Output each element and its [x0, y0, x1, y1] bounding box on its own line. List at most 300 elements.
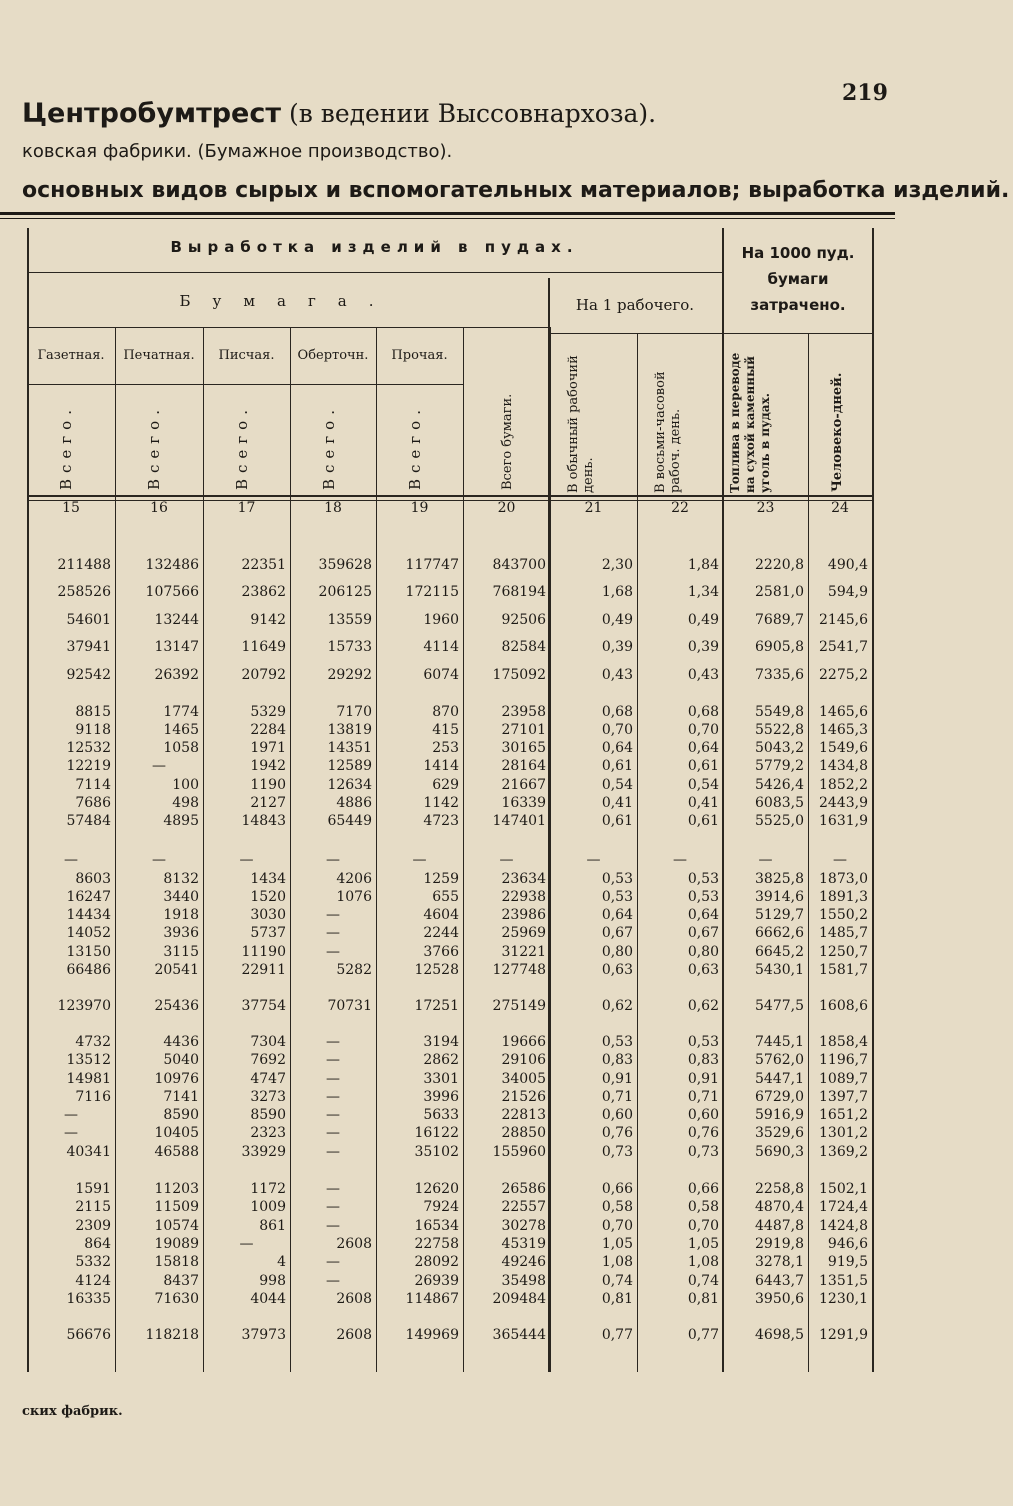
- table-cell: 1971: [250, 740, 286, 756]
- table-cell: 13559: [327, 612, 372, 628]
- table-cell: 22351: [241, 557, 286, 573]
- table-cell: 7689,7: [755, 612, 804, 628]
- table-cell: 5522,8: [755, 722, 804, 738]
- table-cell: 5426,4: [755, 777, 804, 793]
- table-cell: 870: [432, 704, 459, 720]
- table-cell: 0,68: [601, 704, 633, 720]
- table-cell: 1259: [423, 871, 459, 887]
- table-cell: 4487,8: [755, 1218, 804, 1234]
- table-cell: 26939: [414, 1273, 459, 1289]
- table-cell: 5329: [250, 704, 286, 720]
- table-cell: 1465,6: [819, 704, 868, 720]
- table-cell: 12219: [66, 758, 111, 774]
- table-cell: 4044: [250, 1291, 286, 1307]
- table-cell-dash: —: [239, 1236, 254, 1252]
- table-cell: 5040: [163, 1052, 199, 1068]
- table-cell: 2608: [336, 1327, 372, 1343]
- table-cell: 7114: [75, 777, 111, 793]
- hline-under-paper: [27, 327, 548, 328]
- table-cell: 209484: [492, 1291, 546, 1307]
- header-sub-4: Оберточн.: [297, 348, 369, 363]
- title-main: Центробумтрест: [22, 98, 282, 129]
- table-cell: 0,43: [687, 667, 719, 683]
- table-cell: 0,71: [687, 1089, 719, 1105]
- table-cell: 0,91: [687, 1071, 719, 1087]
- table-cell: 7335,6: [755, 667, 804, 683]
- table-cell: 0,91: [601, 1071, 633, 1087]
- table-cell: 0,70: [687, 1218, 719, 1234]
- table-cell: 0,61: [687, 813, 719, 829]
- table-cell: 66486: [66, 962, 111, 978]
- col-number-21: 21: [584, 500, 603, 516]
- table-cell: 1465: [163, 722, 199, 738]
- table-cell: 12532: [66, 740, 111, 756]
- table-cell: 16122: [414, 1125, 459, 1141]
- header-normal-day: В обычный рабочий день.: [566, 355, 596, 493]
- table-cell: 28850: [501, 1125, 546, 1141]
- table-cell: 1631,9: [819, 813, 868, 829]
- table-cell: 2127: [250, 795, 286, 811]
- table-cell: 1291,9: [819, 1327, 868, 1343]
- table-cell: 4124: [75, 1273, 111, 1289]
- table-cell: 22758: [414, 1236, 459, 1252]
- table-cell: 175092: [492, 667, 546, 683]
- table-cell: 4: [277, 1254, 286, 1270]
- table-cell: 1651,2: [819, 1107, 868, 1123]
- table-cell: 4870,4: [755, 1199, 804, 1215]
- table-cell: 0,64: [687, 740, 719, 756]
- header-sub-1: Газетная.: [37, 348, 105, 363]
- table-cell: 0,61: [601, 813, 633, 829]
- col-number-20: 20: [497, 500, 516, 516]
- table-cell: 16534: [414, 1218, 459, 1234]
- table-cell: 415: [432, 722, 459, 738]
- col-divider-6: [550, 327, 551, 1372]
- table-cell-dash: —: [326, 1089, 340, 1105]
- table-cell: 45319: [501, 1236, 546, 1252]
- table-cell: 8590: [163, 1107, 199, 1123]
- table-cell-dash: —: [673, 852, 687, 868]
- table-cell: 0,66: [601, 1181, 633, 1197]
- table-cell: 5633: [423, 1107, 459, 1123]
- table-cell-dash: —: [64, 852, 78, 868]
- table-cell: 2862: [423, 1052, 459, 1068]
- table-cell: 1502,1: [819, 1181, 868, 1197]
- table-right-border: [872, 228, 874, 1372]
- table-cell: 37941: [66, 639, 111, 655]
- col-number-22: 22: [671, 500, 689, 516]
- table-cell: 1942: [250, 758, 286, 774]
- table-cell: 14843: [241, 813, 286, 829]
- table-cell: 1434: [250, 871, 286, 887]
- table-cell: 0,60: [601, 1107, 633, 1123]
- header-total-1: Всего.: [57, 404, 75, 490]
- table-cell: 92542: [66, 667, 111, 683]
- table-cell: 1918: [163, 907, 199, 923]
- table-cell: 27101: [501, 722, 546, 738]
- table-cell-dash: —: [758, 852, 773, 868]
- title-line-2: ковская фабрики. (Бумажное производство).: [22, 141, 453, 162]
- table-cell: 0,41: [601, 795, 633, 811]
- table-cell: 46588: [154, 1144, 199, 1160]
- table-cell: 1581,7: [819, 962, 868, 978]
- table-cell: 14981: [66, 1071, 111, 1087]
- table-cell: 5779,2: [755, 758, 804, 774]
- table-cell: 0,53: [687, 871, 719, 887]
- table-cell: 35498: [501, 1273, 546, 1289]
- table-cell: 7692: [250, 1052, 286, 1068]
- table-cell: 22911: [241, 962, 286, 978]
- header-sub-2: Печатная.: [123, 348, 195, 363]
- table-cell: 2608: [336, 1291, 372, 1307]
- table-cell: 5737: [250, 925, 286, 941]
- col-number-18: 18: [324, 500, 342, 516]
- footer-note: ских фабрик.: [22, 1404, 123, 1419]
- table-cell-dash: —: [326, 1052, 340, 1068]
- table-cell-dash: —: [412, 852, 427, 868]
- table-cell: 1190: [250, 777, 286, 793]
- table-cell: 1301,2: [819, 1125, 868, 1141]
- table-cell: 4436: [163, 1034, 199, 1050]
- table-cell: 0,64: [687, 907, 719, 923]
- table-cell: 14434: [66, 907, 111, 923]
- table-cell-dash: —: [326, 852, 340, 868]
- table-cell: 28164: [501, 758, 546, 774]
- table-cell: 1485,7: [819, 925, 868, 941]
- table-cell: 1774: [163, 704, 199, 720]
- table-cell: 29292: [327, 667, 372, 683]
- table-cell: 3030: [250, 907, 286, 923]
- hline-under-per1000: [722, 333, 872, 334]
- table-cell: 0,49: [601, 612, 633, 628]
- table-cell: 26392: [154, 667, 199, 683]
- table-cell: 107566: [145, 584, 199, 600]
- table-cell: 7116: [75, 1089, 111, 1105]
- table-cell: 9118: [75, 722, 111, 738]
- table-cell: 2115: [75, 1199, 111, 1215]
- table-cell: 1520: [250, 889, 286, 905]
- table-cell: 70731: [327, 998, 372, 1014]
- table-cell-dash: —: [586, 852, 601, 868]
- table-cell: 10405: [154, 1125, 199, 1141]
- table-cell: 12589: [327, 758, 372, 774]
- header-fuel: Топлива в переводе на сухой каменный уголь в пудах.: [728, 352, 772, 493]
- table-cell: 0,53: [601, 1034, 633, 1050]
- table-cell: 0,63: [687, 962, 719, 978]
- table-cell: 3914,6: [755, 889, 804, 905]
- table-cell: 1434,8: [819, 758, 868, 774]
- table-cell: 5282: [336, 962, 372, 978]
- table-cell: 0,43: [601, 667, 633, 683]
- hline-under-production: [27, 272, 722, 273]
- table-cell: 0,81: [601, 1291, 633, 1307]
- table-cell: 100: [172, 777, 199, 793]
- table-cell: 1351,5: [819, 1273, 868, 1289]
- header-total-5: Всего.: [406, 404, 424, 490]
- hline-under-perworker: [548, 333, 722, 334]
- table-cell: 37754: [241, 998, 286, 1014]
- table-cell: 1852,2: [819, 777, 868, 793]
- table-cell-dash: —: [64, 1107, 78, 1123]
- table-cell: 25969: [501, 925, 546, 941]
- table-cell: 4206: [336, 871, 372, 887]
- table-cell: 490,4: [827, 557, 868, 573]
- table-cell: 1724,4: [819, 1199, 868, 1215]
- table-cell: 0,83: [687, 1052, 719, 1068]
- table-cell: 1414: [423, 758, 459, 774]
- table-cell: 21526: [501, 1089, 546, 1105]
- table-cell: 6074: [423, 667, 459, 683]
- table-cell: 1858,4: [819, 1034, 868, 1050]
- table-cell: 117747: [405, 557, 459, 573]
- table-cell: 0,49: [687, 612, 719, 628]
- table-cell: 2581,0: [755, 584, 804, 600]
- table-cell: 206125: [318, 584, 372, 600]
- table-cell: 0,53: [601, 871, 633, 887]
- table-cell: 0,74: [601, 1273, 633, 1289]
- table-cell: 147401: [492, 813, 546, 829]
- table-cell: 1076: [336, 889, 372, 905]
- table-cell: 149969: [405, 1327, 459, 1343]
- table-cell: 20541: [154, 962, 199, 978]
- table-cell: 0,41: [687, 795, 719, 811]
- table-cell-dash: —: [326, 1107, 340, 1123]
- table-cell: 3194: [423, 1034, 459, 1050]
- table-cell: 20792: [241, 667, 286, 683]
- table-cell: 13819: [327, 722, 372, 738]
- table-cell: 0,83: [601, 1052, 633, 1068]
- table-cell: 0,73: [687, 1144, 719, 1160]
- header-production: Выработка изделий в пудах.: [170, 238, 579, 256]
- table-cell: 22938: [501, 889, 546, 905]
- table-cell: 0,71: [601, 1089, 633, 1105]
- table-cell: 5447,1: [755, 1071, 804, 1087]
- table-cell: 0,74: [687, 1273, 719, 1289]
- table-cell: 26586: [501, 1181, 546, 1197]
- table-cell: 5762,0: [755, 1052, 804, 1068]
- table-cell: 3936: [163, 925, 199, 941]
- table-cell: 629: [432, 777, 459, 793]
- table-cell-dash: —: [326, 1125, 340, 1141]
- table-cell: 0,73: [601, 1144, 633, 1160]
- table-cell: 0,76: [601, 1125, 633, 1141]
- table-cell: 919,5: [827, 1254, 868, 1270]
- table-cell-dash: —: [326, 1273, 340, 1289]
- header-paper: Бумага.: [179, 292, 396, 310]
- table-cell: 2244: [423, 925, 459, 941]
- table-cell: 23986: [501, 907, 546, 923]
- col-divider-4: [376, 327, 377, 1372]
- table-cell: 8590: [250, 1107, 286, 1123]
- table-cell: 6083,5: [755, 795, 804, 811]
- table-cell: 1,08: [601, 1254, 633, 1270]
- table-cell: 2608: [336, 1236, 372, 1252]
- table-cell: 1058: [163, 740, 199, 756]
- table-cell: 2541,7: [819, 639, 868, 655]
- col-number-23: 23: [756, 500, 775, 516]
- col-number-16: 16: [150, 500, 168, 516]
- table-cell: 1142: [423, 795, 459, 811]
- table-cell-dash: —: [152, 852, 166, 868]
- table-cell: 8437: [163, 1273, 199, 1289]
- table-cell: 17251: [414, 998, 459, 1014]
- table-cell: 4747: [250, 1071, 286, 1087]
- table-cell: 33929: [241, 1144, 286, 1160]
- table-cell: 4114: [423, 639, 459, 655]
- table-cell-dash: —: [499, 852, 514, 868]
- table-cell: 3278,1: [755, 1254, 804, 1270]
- table-cell: 7924: [423, 1199, 459, 1215]
- title-rest: (в ведении Выссовнархоза).: [288, 99, 657, 128]
- table-cell: 37973: [241, 1327, 286, 1343]
- table-cell: 7445,1: [755, 1034, 804, 1050]
- table-cell: 14351: [327, 740, 372, 756]
- table-cell: 0,54: [687, 777, 719, 793]
- table-cell: 4698,5: [755, 1327, 804, 1343]
- table-cell: 10976: [154, 1071, 199, 1087]
- table-cell: 0,77: [687, 1327, 719, 1343]
- table-cell: 28092: [414, 1254, 459, 1270]
- table-cell: 0,64: [601, 740, 633, 756]
- table-cell: 16335: [66, 1291, 111, 1307]
- table-cell: 1009: [250, 1199, 286, 1215]
- table-cell: 3950,6: [755, 1291, 804, 1307]
- table-cell: 258526: [57, 584, 111, 600]
- table-cell: 21667: [501, 777, 546, 793]
- table-cell: 864: [84, 1236, 111, 1252]
- table-cell: 1,05: [601, 1236, 633, 1252]
- table-cell: 0,60: [687, 1107, 719, 1123]
- table-cell: 16339: [501, 795, 546, 811]
- table-cell: 30278: [501, 1218, 546, 1234]
- table-cell-dash: —: [326, 1144, 340, 1160]
- table-cell-dash: —: [326, 1199, 340, 1215]
- table-cell: 6645,2: [755, 944, 804, 960]
- table-cell: 275149: [492, 998, 546, 1014]
- table-cell: 5043,2: [755, 740, 804, 756]
- table-cell: 0,81: [687, 1291, 719, 1307]
- header-total-2: Всего.: [145, 404, 163, 490]
- header-sub-3: Писчая.: [218, 348, 275, 363]
- table-cell: 253: [432, 740, 459, 756]
- table-cell: 0,39: [601, 639, 633, 655]
- table-cell: 0,61: [601, 758, 633, 774]
- table-cell: 3301: [423, 1071, 459, 1087]
- table-cell: 2145,6: [819, 612, 868, 628]
- table-cell: 2258,8: [755, 1181, 804, 1197]
- table-cell: 29106: [501, 1052, 546, 1068]
- table-cell: 34005: [501, 1071, 546, 1087]
- table-cell: 0,58: [687, 1199, 719, 1215]
- table-cell: 0,61: [687, 758, 719, 774]
- hline-under-subs: [27, 384, 463, 385]
- table-cell: 82584: [501, 639, 546, 655]
- table-cell-dash: —: [326, 1071, 340, 1087]
- table-cell-dash: —: [326, 1034, 340, 1050]
- table-cell: 768194: [492, 584, 546, 600]
- table-cell: 0,80: [601, 944, 633, 960]
- table-cell: 5129,7: [755, 907, 804, 923]
- table-cell: 7304: [250, 1034, 286, 1050]
- table-cell: 843700: [492, 557, 546, 573]
- table-cell: 0,58: [601, 1199, 633, 1215]
- table-cell: 71630: [154, 1291, 199, 1307]
- table-cell: 15733: [327, 639, 372, 655]
- table-cell: 5690,3: [755, 1144, 804, 1160]
- table-cell-dash: —: [326, 1181, 340, 1197]
- table-cell: 655: [432, 889, 459, 905]
- header-per1000: На 1000 пуд. бумаги затрачено.: [741, 244, 855, 314]
- col-divider-2: [203, 327, 204, 1372]
- table-cell: 3996: [423, 1089, 459, 1105]
- table-cell: 6905,8: [755, 639, 804, 655]
- table-cell: 0,67: [601, 925, 633, 941]
- table-cell: 4723: [423, 813, 459, 829]
- table-cell: 2309: [75, 1218, 111, 1234]
- table-cell: 8132: [163, 871, 199, 887]
- table-cell: 1891,3: [819, 889, 868, 905]
- table-cell: 1172: [250, 1181, 286, 1197]
- table-cell: 1424,8: [819, 1218, 868, 1234]
- table-cell: 23634: [501, 871, 546, 887]
- table-cell: 56676: [66, 1327, 111, 1343]
- table-cell: 172115: [405, 584, 459, 600]
- table-cell: 0,76: [687, 1125, 719, 1141]
- table-cell-dash: —: [239, 852, 254, 868]
- table-cell: 5525,0: [755, 813, 804, 829]
- table-cell: 1960: [423, 612, 459, 628]
- table-cell-dash: —: [326, 1254, 340, 1270]
- table-cell: 0,54: [601, 777, 633, 793]
- table-cell: 3825,8: [755, 871, 804, 887]
- table-cell: 3529,6: [755, 1125, 804, 1141]
- table-cell: 40341: [66, 1144, 111, 1160]
- table-cell: 4732: [75, 1034, 111, 1050]
- table-cell: 23862: [241, 584, 286, 600]
- table-cell: 0,62: [687, 998, 719, 1014]
- header-man-days: Человеко-дней.: [830, 372, 845, 492]
- table-cell: 12620: [414, 1181, 459, 1197]
- table-cell: 998: [259, 1273, 286, 1289]
- table-cell: 0,63: [601, 962, 633, 978]
- table-cell: 54601: [66, 612, 111, 628]
- table-cell: 3766: [423, 944, 459, 960]
- table-cell: 6662,6: [755, 925, 804, 941]
- table-cell-dash: —: [833, 852, 847, 868]
- table-cell: 1,08: [687, 1254, 719, 1270]
- table-cell: 118218: [145, 1327, 199, 1343]
- table-cell: 1089,7: [819, 1071, 868, 1087]
- table-cell: 498: [172, 795, 199, 811]
- table-cell: 0,62: [601, 998, 633, 1014]
- table-cell: 2323: [250, 1125, 286, 1141]
- table-cell: 594,9: [827, 584, 868, 600]
- table-cell: 0,80: [687, 944, 719, 960]
- table-cell: 3273: [250, 1089, 286, 1105]
- table-cell: 1873,0: [819, 871, 868, 887]
- table-cell: 49246: [501, 1254, 546, 1270]
- table-cell: 1549,6: [819, 740, 868, 756]
- col-number-24: 24: [831, 500, 849, 516]
- table-cell: 4886: [336, 795, 372, 811]
- table-cell: 946,6: [827, 1236, 868, 1252]
- table-cell: 1369,2: [819, 1144, 868, 1160]
- table-cell: 5332: [75, 1254, 111, 1270]
- table-cell: 19666: [501, 1034, 546, 1050]
- table-cell-dash: —: [326, 944, 340, 960]
- table-cell: 1250,7: [819, 944, 868, 960]
- table-cell: 3115: [163, 944, 199, 960]
